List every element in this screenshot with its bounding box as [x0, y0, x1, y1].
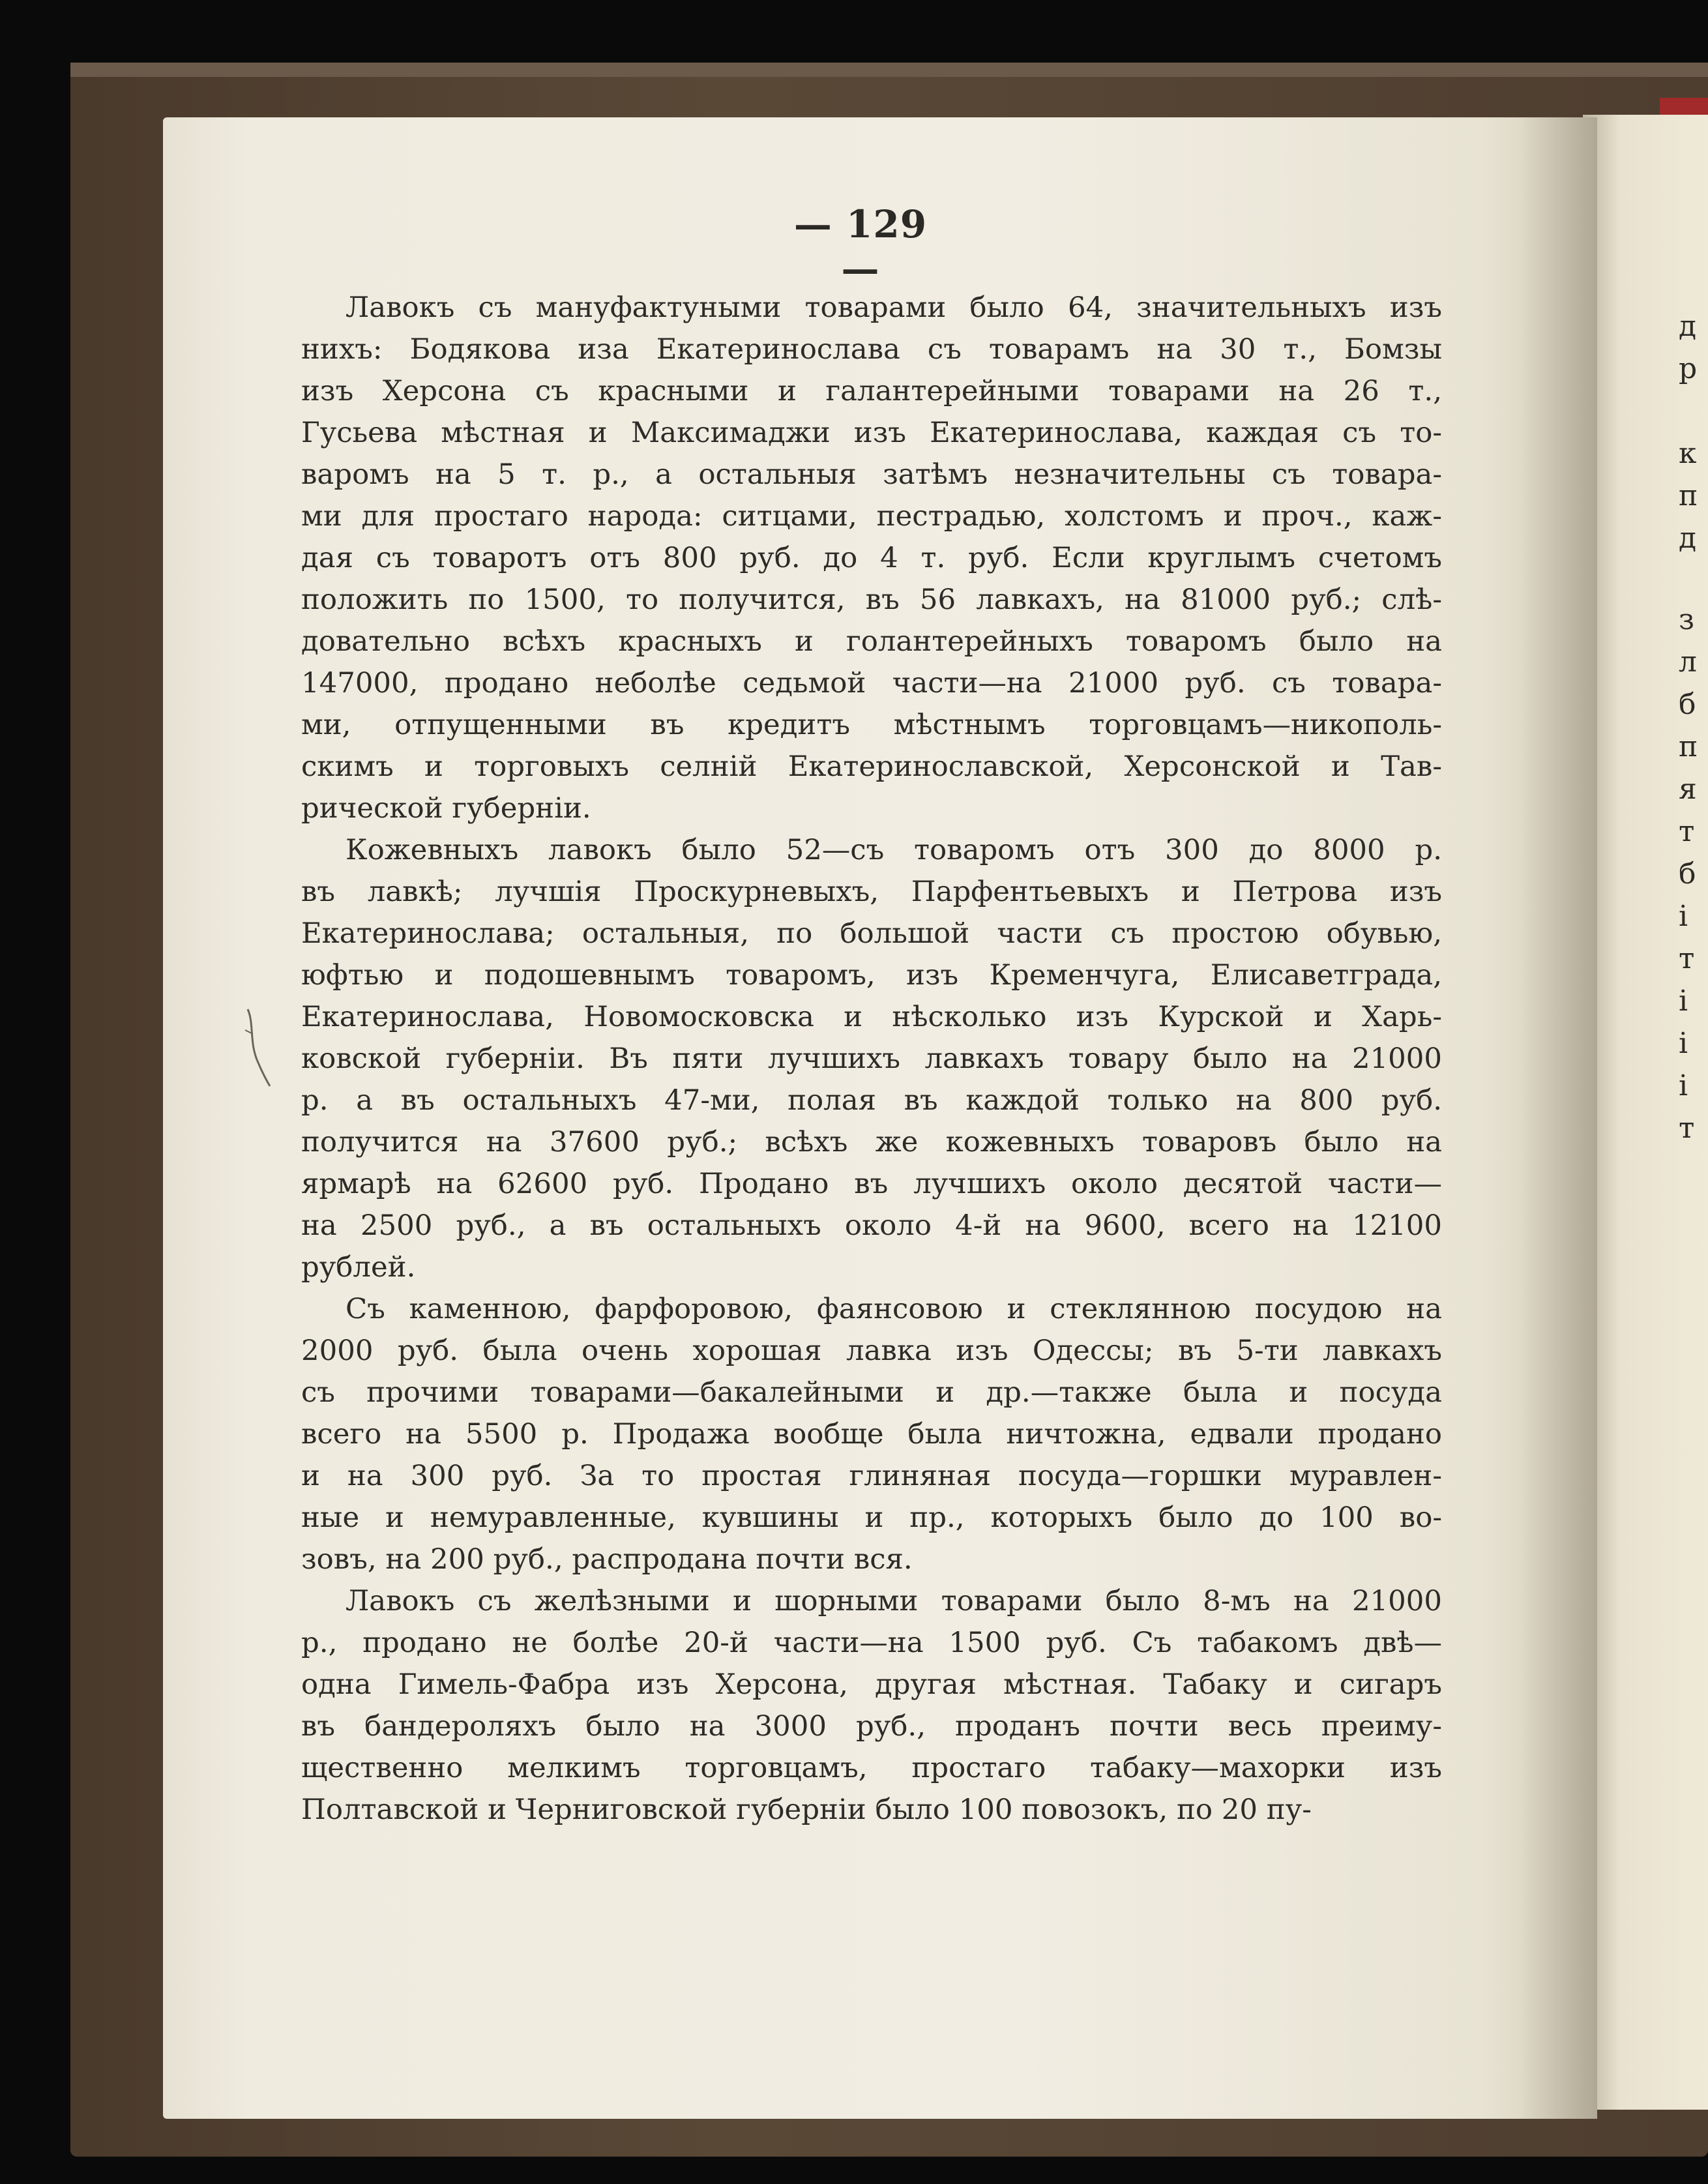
text-line: на 2500 руб., а въ остальныхъ около 4-й на 9600, всего на 12100	[301, 1209, 1442, 1242]
text-line: Полтавской и Черниговской губерніи было 100 повозокъ, по 20 пу-	[301, 1793, 1312, 1826]
cover-top-edge	[70, 63, 1708, 77]
gutter-shadow	[1519, 117, 1597, 2119]
text-line: изъ Херсона съ красными и галантерейными товарами на 26 т.,	[301, 375, 1442, 407]
text-line: варомъ на 5 т. р., а остальныя затѣмъ незначительны съ товара-	[301, 458, 1442, 491]
text-line: рублей.	[301, 1251, 416, 1284]
text-line: и на 300 руб. За то простая глиняная посуда—горшки муравлен-	[301, 1460, 1442, 1492]
text-line: зовъ, на 200 руб., распродана почти вся.	[301, 1543, 913, 1576]
facing-page-char: п	[1679, 730, 1698, 763]
text-line: довательно всѣхъ красныхъ и голантерейныхъ товаромъ было на	[301, 625, 1442, 658]
paragraph	[301, 1288, 1442, 1580]
text-line: получится на 37600 руб.; всѣхъ же кожевныхъ товаровъ было на	[301, 1126, 1442, 1158]
text-line: Гусьева мѣстная и Максимаджи изъ Екатеринослава, каждая съ то-	[301, 417, 1442, 449]
text-line: р., продано не болѣе 20-й части—на 1500 руб. Съ табакомъ двѣ—	[301, 1627, 1442, 1659]
facing-page-char: б	[1679, 688, 1696, 721]
text-line: щественно мелкимъ торговцамъ, простаго табаку—махорки изъ	[301, 1752, 1442, 1784]
text-line: ковской губерніи. Въ пяти лучшихъ лавкахъ товару было на 21000	[301, 1042, 1442, 1075]
facing-page-char: д	[1679, 522, 1697, 555]
facing-page-char: т	[1679, 942, 1695, 975]
text-line: съ прочими товарами—бакалейными и др.—также была и посуда	[301, 1376, 1442, 1409]
facing-page-char: з	[1679, 603, 1694, 636]
facing-page-char: т	[1679, 815, 1695, 848]
text-line: Кожевныхъ лавокъ было 52—съ товаромъ отъ 300 до 8000 р.	[346, 834, 1442, 866]
text-line: Лавокъ съ желѣзными и шорными товарами было 8-мъ на 21000	[346, 1585, 1442, 1617]
text-line: Екатеринослава, Новомосковска и нѣсколько изъ Курской и Харь-	[301, 1001, 1442, 1033]
text-line: въ бандероляхъ было на 3000 руб., проданъ почти весь преиму-	[301, 1710, 1442, 1743]
text-line: нихъ: Бодякова иза Екатеринослава съ товарамъ на 30 т., Бомзы	[301, 333, 1442, 366]
text-line: р. а въ остальныхъ 47-ми, полая въ каждой только на 800 руб.	[301, 1084, 1442, 1117]
margin-pencil-mark	[240, 1004, 279, 1089]
facing-page-char: т	[1679, 1112, 1695, 1145]
facing-page-char: к	[1679, 437, 1697, 470]
page-number: — 129 —	[793, 202, 928, 291]
text-line: ми для простаго народа: ситцами, пестрадью, холстомъ и проч., каж-	[301, 500, 1442, 533]
facing-page-char: я	[1679, 773, 1697, 806]
text-line: Лавокъ съ мануфактуными товарами было 64, значительныхъ изъ	[346, 291, 1442, 324]
text-line: Съ каменною, фарфоровою, фаянсовою и стеклянною посудою на	[346, 1293, 1442, 1325]
text-line: дая съ товаротъ отъ 800 руб. до 4 т. руб. Если круглымъ счетомъ	[301, 542, 1442, 574]
paragraph	[301, 287, 1442, 829]
facing-page-char: б	[1679, 857, 1696, 891]
text-line: рической губерніи.	[301, 792, 591, 825]
facing-page-char: п	[1679, 479, 1698, 512]
facing-page-char: л	[1679, 645, 1697, 679]
text-line: скимъ и торговыхъ селній Екатеринославской, Херсонской и Тав-	[301, 750, 1442, 783]
text-line: одна Гимель-Фабра изъ Херсона, другая мѣстная. Табаку и сигаръ	[301, 1668, 1442, 1701]
text-line: Екатеринослава; остальныя, по большой части съ простою обувью,	[301, 917, 1442, 950]
text-line: 147000, продано неболѣе седьмой части—на 21000 руб. съ товара-	[301, 667, 1442, 700]
facing-page-char: і	[1679, 1069, 1688, 1102]
text-line: 2000 руб. была очень хорошая лавка изъ Одессы; въ 5-ти лавкахъ	[301, 1335, 1442, 1367]
text-line: ярмарѣ на 62600 руб. Продано въ лучшихъ около десятой части—	[301, 1168, 1442, 1200]
facing-page-char: і	[1679, 900, 1688, 933]
text-line: положить по 1500, то получится, въ 56 лавкахъ, на 81000 руб.; слѣ-	[301, 583, 1442, 616]
text-line: ные и немуравленные, кувшины и пр., которыхъ было до 100 во-	[301, 1501, 1442, 1534]
text-line: въ лавкѣ; лучшія Проскурневыхъ, Парфентьевыхъ и Петрова изъ	[301, 876, 1442, 908]
paragraph	[301, 829, 1442, 1288]
paragraph	[301, 1580, 1442, 1831]
text-line: ми, отпущенными въ кредитъ мѣстнымъ торговцамъ—никополь-	[301, 709, 1442, 741]
facing-page-char: і	[1679, 1027, 1688, 1060]
facing-page-char: д	[1679, 310, 1697, 343]
facing-page-char: р	[1679, 352, 1698, 385]
facing-page-char: і	[1679, 984, 1688, 1018]
body-text	[301, 287, 1442, 1831]
text-line: юфтью и подошевнымъ товаромъ, изъ Кременчуга, Елисаветграда,	[301, 959, 1442, 992]
text-line: всего на 5500 р. Продажа вообще была ничтожна, едвали продано	[301, 1418, 1442, 1451]
